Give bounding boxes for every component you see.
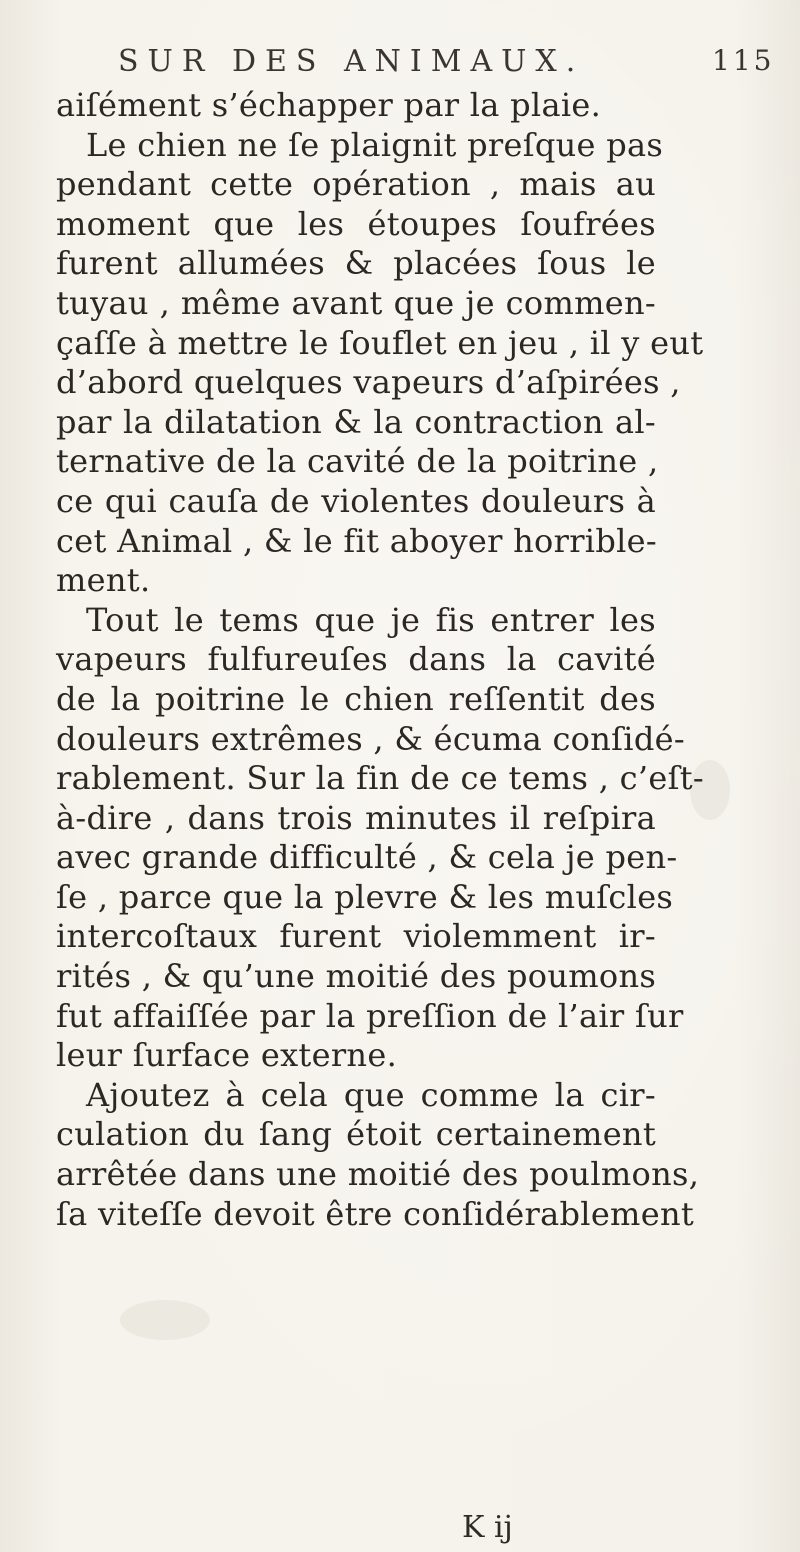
text-line: intercoſtaux furent violemment ir-: [56, 917, 656, 956]
text-line: par la dilatation & la contraction al-: [56, 402, 656, 441]
text-line: rités , & qu’une moitié des poumons: [56, 957, 657, 996]
text-line: rablement. Sur la fin de ce tems , c’eſt-: [56, 759, 705, 798]
text-line: ſe , parce que la plevre & les muſcles: [56, 877, 674, 916]
text-line: Ajoutez à cela que comme la cir-: [86, 1075, 656, 1114]
text-line: leur ſurface externe.: [56, 1036, 398, 1075]
text-line: douleurs extrêmes , & écuma conſidé-: [56, 719, 685, 758]
text-line: à-dire , dans trois minutes il reſpira: [56, 798, 656, 837]
text-line: aiſément s’échapper par la plaie.: [56, 86, 602, 124]
text-line: moment que les étoupes ſoufrées: [56, 204, 656, 243]
text-line: de la poitrine le chien reſſentit des: [56, 679, 656, 718]
page-number: 115: [712, 44, 775, 77]
text-line: furent allumées & placées ſous le: [56, 244, 656, 283]
text-line: vapeurs fulfureuſes dans la cavité: [56, 640, 656, 679]
text-line: ſa viteſſe devoit être conſidérablement: [56, 1194, 695, 1233]
text-line: arrêtée dans une moitié des poulmons,: [56, 1155, 700, 1194]
text-line: Le chien ne ſe plaignit preſque pas: [86, 125, 664, 164]
text-line: çaſſe à mettre le ſouflet en jeu , il y eut: [56, 323, 704, 362]
text-line: ce qui cauſa de violentes douleurs à: [56, 481, 656, 520]
text-line: avec grande difficulté , & cela je pen-: [56, 838, 678, 877]
text-line: culation du ſang étoit certainement: [56, 1115, 656, 1154]
text-line: tuyau , même avant que je commen-: [56, 283, 656, 322]
signature-mark: K ij: [462, 1510, 513, 1545]
text-line: ternative de la cavité de la poitrine ,: [56, 442, 659, 481]
text-line: Tout le tems que je fis entrer les: [86, 600, 656, 639]
text-line: ment.: [56, 561, 151, 600]
text-line: cet Animal , & le fit aboyer horrible-: [56, 521, 658, 560]
text-line: pendant cette opération , mais au: [56, 165, 656, 204]
text-line: d’abord quelques vapeurs d’aſpirées ,: [56, 363, 681, 402]
running-title: SUR DES ANIMAUX.: [118, 44, 585, 79]
text-line: fut affaiſſée par la preſſion de l’air ſur: [56, 996, 684, 1035]
paper-stain: [120, 1300, 210, 1340]
body-text: [56, 86, 705, 1234]
